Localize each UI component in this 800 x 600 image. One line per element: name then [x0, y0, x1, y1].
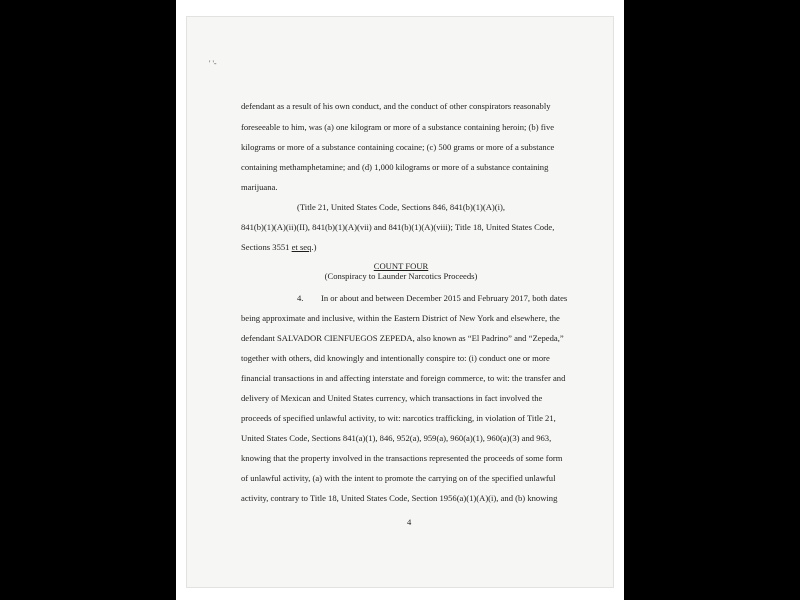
- body-line-1: defendant as a result of his own conduct, and the conduct of other conspirators reasonably: [241, 101, 551, 111]
- page-number: 4: [407, 517, 412, 527]
- paragraph-line-9: of unlawful activity, (a) with the intent to promote the carrying on of the specified unlawful: [241, 473, 556, 483]
- paragraph-line-3: together with others, did knowingly and intentionally conspire to: (i) conduct one or more: [241, 353, 550, 363]
- citation-line-1: (Title 21, United States Code, Sections 846, 841(b)(1)(A)(i),: [297, 202, 506, 212]
- paragraph-line-4: financial transactions in and affecting interstate and foreign commerce, to wit: the transfer and: [241, 373, 566, 383]
- count-subheading: (Conspiracy to Launder Narcotics Proceeds): [324, 271, 478, 281]
- document-page: [176, 0, 624, 600]
- paragraph-line-2: defendant SALVADOR CIENFUEGOS ZEPEDA, also known as “El Padrino” and “Zepeda,”: [241, 333, 564, 343]
- body-line-5: marijuana.: [241, 182, 278, 192]
- body-line-2: foreseeable to him, was (a) one kilogram or more of a substance containing heroin; (b) five: [241, 122, 555, 132]
- paragraph-line-6: proceeds of specified unlawful activity, to wit: narcotics trafficking, in violation of Title 21,: [241, 413, 556, 423]
- citation-line-3-pre: Sections 3551: [241, 242, 292, 252]
- paragraph-line-5: delivery of Mexican and United States currency, which transactions in fact involved the: [241, 393, 543, 403]
- citation-et-seq: et seq: [291, 242, 312, 252]
- citation-line-2: 841(b)(1)(A)(ii)(II), 841(b)(1)(A)(vii) and 841(b)(1)(A)(viii); Title 18, United States Code,: [241, 222, 555, 232]
- body-line-3: kilograms or more of a substance containing cocaine; (c) 500 grams or more of a substance: [241, 142, 555, 152]
- paragraph-line-10: activity, contrary to Title 18, United States Code, Section 1956(a)(1)(A)(i), and (b) knowing: [241, 493, 558, 503]
- paragraph-line-8: knowing that the property involved in the transactions represented the proceeds of some form: [241, 453, 563, 463]
- scanned-sheet: [186, 16, 614, 588]
- count-heading: COUNT FOUR: [373, 261, 429, 271]
- paragraph-line-7: United States Code, Sections 841(a)(1), 846, 952(a), 959(a), 960(a)(1), 960(a)(3) and 963,: [241, 433, 552, 443]
- body-line-4: containing methamphetamine; and (d) 1,000 kilograms or more of a substance containing: [241, 162, 549, 172]
- scan-specks: ' '-: [209, 59, 217, 68]
- citation-line-3: [241, 242, 316, 252]
- paragraph-first-line: In or about and between December 2015 and February 2017, both dates: [321, 293, 568, 303]
- citation-line-3-post: .): [311, 242, 317, 252]
- paragraph-line-1: being approximate and inclusive, within the Eastern District of New York and elsewhere, the: [241, 313, 560, 323]
- paragraph-number: 4.: [297, 293, 304, 303]
